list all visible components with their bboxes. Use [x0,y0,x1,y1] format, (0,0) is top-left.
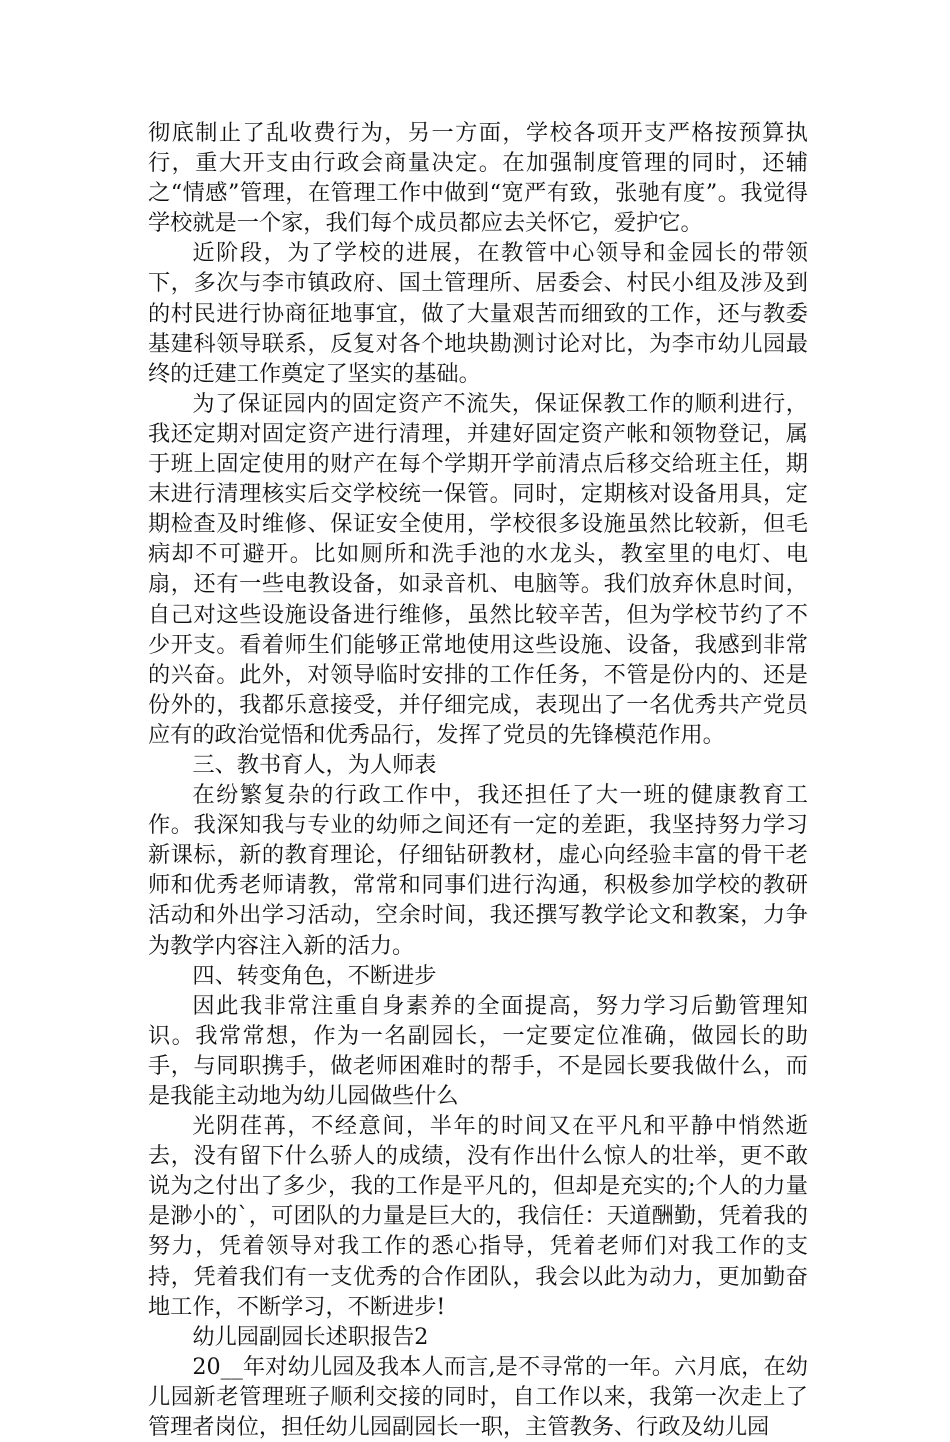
paragraph: 20__年对幼儿园及我本人而言,是不寻常的一年。六月底，在幼儿园新老管理班子顺利交接的同时，自工作以来，我第一次走上了管理者岗位，担任幼儿园副园长一职，主管教务、行政及幼儿园 [148,1353,808,1441]
document-body [148,118,808,1442]
section-heading: 三、教书育人，为人师表 [192,751,437,778]
paragraph-continued: 彻底制止了乱收费行为，另一方面，学校各项开支严格按预算执行，重大开支由行政会商量决定。在加强制度管理的同时，还辅之“情感”管理，在管理工作中做到“宽严有致，张驰有度”。我觉得学校就是一个家，我们每个成员都应去关怀它，爱护它。 [148,120,808,237]
paragraph: 在纷繁复杂的行政工作中，我还担任了大一班的健康教育工作。我深知我与专业的幼师之间还有一定的差距，我坚持努力学习新课标，新的教育理论，仔细钻研教材，虚心向经验丰富的骨干老师和优秀老师请教，常常和同事们进行沟通，积极参加学校的教研活动和外出学习活动，空余时间，我还撰写教学论文和教案，力争为教学内容注入新的活力。 [148,782,808,959]
paragraph: 为了保证园内的固定资产不流失，保证保教工作的顺利进行，我还定期对固定资产进行清理，并建好固定资产帐和领物登记，属于班上固定使用的财产在每个学期开学前清点后移交给班主任，期末进行清理核实后交学校统一保管。同时，定期核对设备用具，定期检查及时维修、保证安全使用，学校很多设施虽然比较新，但毛病却不可避开。比如厕所和洗手池的水龙头，教室里的电灯、电扇，还有一些电教设备，如录音机、电脑等。我们放弃休息时间，自己对这些设施设备进行维修，虽然比较辛苦，但为学校节约了不少开支。看着师生们能够正常地使用这些设施、设备，我感到非常的兴奋。此外，对领导临时安排的工作任务，不管是份内的、还是份外的，我都乐意接受，并仔细完成，表现出了一名优秀共产党员应有的政治觉悟和优秀品行，发挥了党员的先锋模范作用。 [148,390,808,748]
paragraph: 因此我非常注重自身素养的全面提高，努力学习后勤管理知识。我常常想，作为一名副园长，一定要定位准确，做园长的助手，与同职携手，做老师困难时的帮手，不是园长要我做什么，而是我能主动地为幼儿园做些什么 [148,992,808,1109]
report-title: 幼儿园副园长述职报告2 [192,1323,429,1350]
section-heading: 四、转变角色，不断进步 [192,962,437,989]
paragraph: 近阶段，为了学校的进展，在教管中心领导和金园长的带领下，多次与李市镇政府、国土管理所、居委会、村民小组及涉及到的村民进行协商征地事宜，做了大量艰苦而细致的工作，还与教委基建科领导联系，反复对各个地块勘测讨论对比，为李市幼儿园最终的迁建工作奠定了坚实的基础。 [148,240,808,387]
paragraph: 光阴荏苒，不经意间，半年的时间又在平凡和平静中悄然逝去，没有留下什么骄人的成绩，没有作出什么惊人的壮举，更不敢说为之付出了多少，我的工作是平凡的，但却是充实的;个人的力量是渺小的`，可团队的力量是巨大的，我信任：天道酬勤，凭着我的努力，凭着领导对我工作的悉心指导，凭着老师们对我工作的支持，凭着我们有一支优秀的合作团队，我会以此为动力，更加勤奋地工作，不断学习，不断进步! [148,1113,808,1320]
